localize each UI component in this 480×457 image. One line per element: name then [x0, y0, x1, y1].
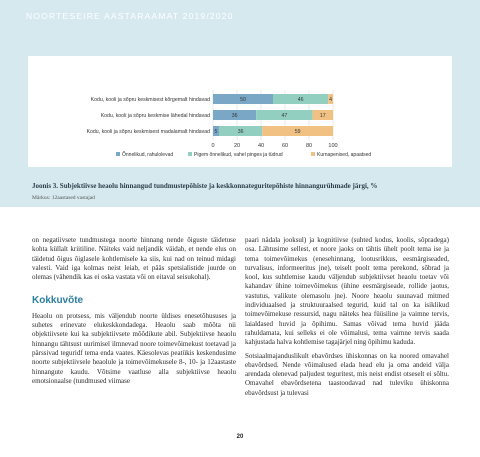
data-label-2-2: 59	[294, 129, 301, 135]
legend-swatch-2	[311, 152, 315, 156]
data-label-2-0: 5	[214, 129, 218, 135]
right-paragraph-2: Sotsiaalmajanduslikult ebavõrdses ühiskonnas on ka noored omavahel ebavõrdsed. Nende võimalused elada head elu ja oma andeid välja arendada olenevad paljudest teguritest, mis neist endist otseselt ei sõltu. Omavahel ebavõrdsetena taastoodavad nad tuleviku ühiskonna ebavõrdsust ja tulevasi	[245, 351, 449, 397]
legend-label-2: Kurnapenised, apaatsed	[317, 152, 372, 158]
legend-label-1: Pigem õnnelikud, vahel pinges ja tüdrud	[194, 152, 283, 158]
x-tick-label-2: 40	[257, 143, 265, 149]
legend-swatch-0	[116, 152, 120, 156]
x-tick-label-5: 100	[328, 143, 338, 149]
data-label-0-0: 50	[240, 97, 246, 103]
figure-caption: Joonis 3. Subjektiivse heaolu hinnangud tundmustepõhiste ja keskkonnateguritepõhiste hinnangurühmade järgi, %	[32, 182, 378, 190]
data-label-0-2: 4	[329, 97, 333, 103]
legend-label-0: Õnnelikud, rahulolevad	[122, 152, 174, 158]
left-paragraph-2: Heaolu on protsess, mis väljendub noorte üldises enesetõhususes ja suhetes erinevate elukeskkondadega. Heaolu saab mõõta nii objektiivsete kui ka subjektiivsete mõõdikute abil. Subjektiivse heaolu hinnangu tähtsust uurimisel ilmnevad noore toimevõimekust toetavad ja pärssivad teguridf tema enda vaates. Käesolevas peatükis keskendusime noorte subjektiivsele heaolule ja toimevõimekusele 8-, 10- ja 12aastaste hinnangute kaudu. Võtsime vaatluse alla subjektiivse heaolu emotsionaalse (tundmused viimase	[32, 311, 236, 385]
stacked-bar-chart	[28, 56, 452, 167]
category-label-2: Kodu, kooli ja sõpru keskmisest madalamalt hindavad	[86, 129, 210, 135]
x-tick-label-1: 20	[233, 143, 241, 149]
x-tick-label-4: 80	[305, 143, 313, 149]
x-tick-label-3: 60	[281, 143, 289, 149]
right-paragraph-1: paari nädala jooksul) ja kognitiivse (suhted kodus, koolis, sõpradega) osa. Lähtusime sellest, et noore jaoks on tähtis ühelt poolt tema ise ja tema toimevõimekus (enesehinnang, lootusrikkus, eesmärgiseaded, turvalisus, informeeritus jne), teiselt poolt tema perekond, sõbrad ja kool, kus suhtlemise kaudu väljendub subjektiivset heaolu toetav või kahandav ühine toimevõimekus (ühine eesmärgiseade, rollide jaotus, vastutus, valikute olemasolu jne). Noore heaolu suunavad mitmed individuaalsed ja struktuuraalsed tegurid, kuid tal on ka isiklikud toimevõimekuse ressursid, nagu näiteks hea füüsiline ja vaimne tervis, laialdased huvid ja õpihimu. Samas võivad tema huvid jääda rahuldamata, kui selleks ei ole võimalusi, tema vaimne tervis saada kahjustada halva kohtlemise tagajärjel ning õpihimu kaduda.	[245, 236, 449, 347]
data-label-1-0: 36	[231, 113, 238, 119]
section-heading-kokkuvote: Kokkuvõte	[32, 295, 84, 307]
data-label-1-2: 17	[319, 113, 326, 119]
left-column	[32, 236, 236, 390]
chart-card	[28, 56, 452, 167]
data-label-0-1: 46	[297, 97, 304, 103]
legend-swatch-1	[188, 152, 192, 156]
left-paragraph-1: on negatiivsete tundmustega noorte hinnang nende õiguste täidetuse kohta küllalt kriitiline. Näiteks vaid neljandik väidab, et nende elus on täidetud õigus õiglasele kohtlemisele ka siis, kui nad on teinud midagi valesti. Vaid iga kolmas neist leiab, et pääs spetsialistide juurde on olemas (vähendik kas ei oska vastata või on eitaval seisukohal).	[32, 236, 236, 282]
running-head: NOORTESEIRE AASTARAAMAT 2019/2020	[26, 11, 234, 21]
figure-note: Märkus: 12aastased vastajad	[32, 195, 95, 201]
x-tick-label-0: 0	[211, 143, 215, 149]
data-label-2-1: 36	[237, 129, 244, 135]
category-label-1: Kodu, kooli ja sõpru keskmise lähedal hindavad	[100, 113, 210, 119]
category-label-0: Kodu, kooli ja sõpru keskmisest kõrgemalt hindavad	[90, 97, 210, 103]
page-number: 20	[236, 434, 244, 440]
data-label-1-1: 47	[281, 113, 288, 119]
right-column	[245, 236, 449, 402]
